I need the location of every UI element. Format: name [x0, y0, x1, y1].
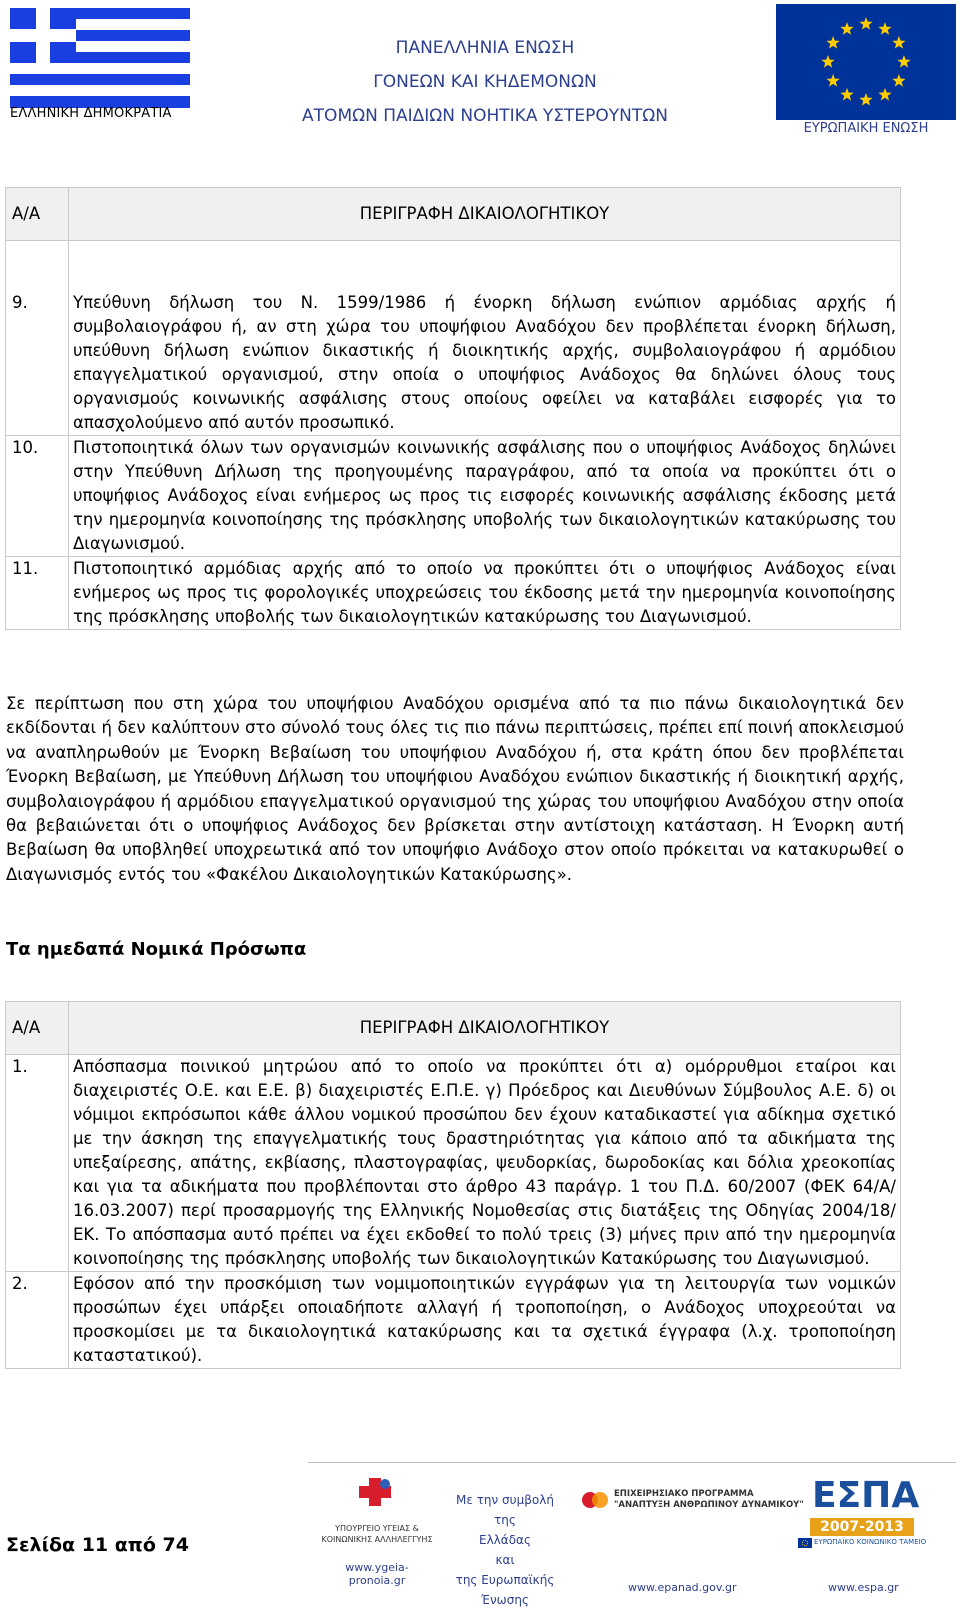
cofunding-line-2: Ελλάδας	[479, 1533, 531, 1547]
cofunding-line-1: Με την συμβολή της	[456, 1493, 554, 1527]
cofunding-line-5: Ένωσης	[481, 1593, 529, 1607]
row-number: 1.	[6, 1055, 69, 1272]
cofunding-line-4: της Ευρωπαϊκής	[455, 1573, 555, 1587]
row-description: Εφόσον από την προσκόμιση των νομιμοποιητικών εγγράφων για τη λειτουργία των νομικών προσώπων έχει υπάρξει οποιαδήποτε αλλαγή ή τροποποίηση, ο Ανάδοχος υποχρεούται να προσκομίσει με τα δικαιολογητικά κατακύρωσης και τα σχετικά έγγραφα (λ.χ. τροποποίηση καταστατικού).	[69, 1272, 901, 1369]
section-title: Τα ημεδαπά Νομικά Πρόσωπα	[6, 939, 307, 960]
row-description: Πιστοποιητικά όλων των οργανισμών κοινωνικής ασφάλισης που ο υποψήφιος Ανάδοχος δηλώνει στην Υπεύθυνη Δήλωση της προηγουμένης παραγράφου, από τα οποία να προκύπτει ότι ο υποψήφιος Ανάδοχος είναι ενήμερος ως προς τις εισφορές κοινωνικής ασφάλισης έκδοσης μετά την ημερομηνία κοινοποίησης της πρόσκλησης υποβολής των δικαιολογητικών κατακύρωσης του Διαγωνισμού.	[69, 436, 901, 557]
column-header-description: ΠΕΡΙΓΡΑΦΗ ΔΙΚΑΙΟΛΟΓΗΤΙΚΟΥ	[69, 188, 901, 241]
table-header-row	[6, 188, 901, 241]
column-header-number: Α/Α	[6, 1002, 69, 1055]
row-number: 10.	[6, 436, 69, 557]
program-logo-icon	[580, 1486, 610, 1514]
documents-table-2	[5, 1001, 901, 1369]
org-title-line-3: ΑΤΟΜΩΝ ΠΑΙΔΙΩΝ ΝΟΗΤΙΚΑ ΥΣΤΕΡΟΥΝΤΩΝ	[302, 106, 668, 126]
table-row	[6, 557, 901, 630]
eu-caption: ΕΥΡΩΠΑΙΚΗ ΕΝΩΣΗ	[803, 121, 929, 136]
footer-divider	[308, 1462, 956, 1463]
ministry-cross-icon	[355, 1476, 395, 1508]
program-url[interactable]: www.epanad.gov.gr	[628, 1581, 737, 1594]
table-row	[6, 241, 901, 436]
org-title-line-2: ΓΟΝΕΩΝ ΚΑΙ ΚΗΔΕΜΟΝΩΝ	[373, 72, 597, 92]
table-row	[6, 1272, 901, 1369]
espa-url[interactable]: www.espa.gr	[828, 1581, 899, 1594]
column-header-description: ΠΕΡΙΓΡΑΦΗ ΔΙΚΑΙΟΛΟΓΗΤΙΚΟΥ	[69, 1002, 901, 1055]
ministry-url[interactable]: www.ygeia-pronoia.gr	[345, 1561, 409, 1587]
eu-flag-logo	[776, 4, 956, 120]
espa-title: ΕΣΠΑ	[812, 1475, 920, 1516]
column-header-number: Α/Α	[6, 188, 69, 241]
ministry-name-line-2: ΚΟΙΝΩΝΙΚΗΣ ΑΛΛΗΛΕΓΓΥΗΣ	[321, 1535, 433, 1544]
table-row	[6, 1055, 901, 1272]
body-paragraph: Σε περίπτωση που στη χώρα του υποψήφιου Αναδόχου ορισμένα από τα πιο πάνω δικαιολογητικά δεν εκδίδονται ή δεν καλύπτουν στο σύνολό τους όλες τις πιο πάνω περιπτώσεις, πρέπει επί ποινή αποκλεισμού να αναπληρωθούν με Ένορκη Βεβαίωση του υποψήφιου Αναδόχου ή, στα κράτη όπου δεν προβλέπεται Ένορκη Βεβαίωση, με Υπεύθυνη Δήλωση του υποψήφιου Αναδόχου ενώπιον δικαστικής ή διοικητική αρχής, συμβολαιογράφου ή αρμόδιου επαγγελματικού οργανισμού της χώρας του υποψήφιου Αναδόχου στην οποία θα βεβαιώνεται ότι ο υποψήφιος Ανάδοχος δεν βρίσκεται στην αντίστοιχη κατάσταση. Η Ένορκη αυτή Βεβαίωση θα υποβληθεί υποχρεωτικά από τον υποψήφιο Ανάδοχο στον οποίο πρόκειται να κατακυρωθεί ο Διαγωνισμός εντός του «Φακέλου Δικαιολογητικών Κατακύρωσης».	[6, 694, 904, 884]
table-header-row	[6, 1002, 901, 1055]
row-description: Απόσπασμα ποινικού μητρώου από το οποίο να προκύπτει ότι α) ομόρρυθμοι εταίροι και διαχειριστές Ο.Ε. και Ε.Ε. β) διαχειριστές Ε.Π.Ε. γ) Πρόεδρος και Διευθύνων Σύμβουλος Α.Ε. δ) οι νόμιμοι εκπρόσωποι κάθε άλλου νομικού προσώπου δεν έχουν καταδικαστεί για αδίκημα σχετικό με την άσκηση της επαγγελματικής τους δραστηριότητας για κάποιο από τα αδικήματα της υπεξαίρεσης, απάτης, εκβίασης, πλαστογραφίας, ψευδορκίας, δωροδοκίας και δόλια χρεοκοπίας και για τα αδικήματα που προβλέπονται στο άρθρο 43 παράγρ. 1 του Π.Δ. 60/2007 (ΦΕΚ 64/Α/ 16.03.2007) περί προσαρμογής της Ελληνικής Νομοθεσίας στις διατάξεις της Οδηγίας 2004/18/ΕΚ. Το απόσπασμα αυτό πρέπει να έχει εκδοθεί το πολύ τρεις (3) μήνες πριν από την ημερομηνία κοινοποίησης της πρόσκλησης υποβολής των δικαιολογητικών Κατακύρωσης του Διαγωνισμού.	[69, 1055, 901, 1272]
espa-subtitle: ΕΥΡΩΠΑΪΚΟ ΚΟΙΝΩΝΙΚΟ ΤΑΜΕΙΟ	[814, 1538, 927, 1546]
eu-mini-flag-icon	[798, 1538, 812, 1548]
page-number: Σελίδα 11 από 74	[6, 1534, 189, 1556]
program-name-line-1: ΕΠΙΧΕΙΡΗΣΙΑΚΟ ΠΡΟΓΡΑΜΜΑ	[614, 1489, 754, 1499]
row-description: Υπεύθυνη δήλωση του Ν. 1599/1986 ή ένορκη δήλωση ενώπιον αρμόδιας αρχής ή συμβολαιογράφου ή, αν στη χώρα του υποψήφιου Αναδόχου δεν προβλέπεται ένορκη δήλωση, υπεύθυνη δήλωση ενώπιον δικαστικής ή διοικητικής αρχής, συμβολαιογράφου ή αρμόδιου επαγγελματικού οργανισμού, στην οποία ο υποψήφιος Ανάδοχος θα δηλώνει όλους τους οργανισμούς κοινωνικής ασφάλισης στους οποίους οφείλει να καταβάλει εισφορές για το απασχολούμενο από αυτόν προσωπικό.	[69, 241, 901, 436]
cofunding-note	[447, 1490, 563, 1610]
ministry-name-line-1: ΥΠΟΥΡΓΕΙΟ ΥΓΕΙΑΣ &	[335, 1524, 419, 1533]
table-row	[6, 436, 901, 557]
greek-republic-caption: ΕΛΛΗΝΙΚΗ ΔΗΜΟΚΡΑΤΙΑ	[10, 106, 172, 121]
cofunding-line-3: και	[495, 1553, 515, 1567]
espa-years: 2007-2013	[810, 1518, 914, 1536]
row-number: 2.	[6, 1272, 69, 1369]
row-number: 11.	[6, 557, 69, 630]
program-name-line-2: "ΑΝΑΠΤΥΞΗ ΑΝΘΡΩΠΙΝΟΥ ΔΥΝΑΜΙΚΟΥ"	[614, 1500, 804, 1510]
greek-flag-logo	[10, 8, 190, 108]
documents-table-1	[5, 187, 901, 630]
org-title-line-1: ΠΑΝΕΛΛΗΝΙΑ ΕΝΩΣΗ	[395, 38, 575, 58]
row-number: 9.	[6, 241, 69, 436]
row-description: Πιστοποιητικό αρμόδιας αρχής από το οποίο να προκύπτει ότι ο υποψήφιος Ανάδοχος είναι ενήμερος ως προς τις φορολογικές υποχρεώσεις του έκδοσης μετά την ημερομηνία κοινοποίησης της πρόσκλησης υποβολής των δικαιολογητικών κατακύρωσης του Διαγωνισμού.	[69, 557, 901, 630]
